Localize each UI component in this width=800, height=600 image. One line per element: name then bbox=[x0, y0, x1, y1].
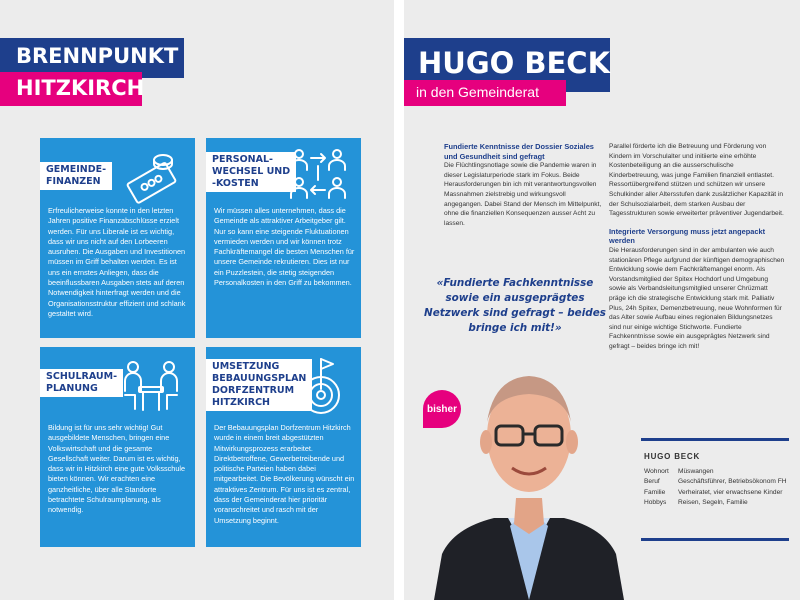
card-body: Bildung ist für uns sehr wichtig! Gut ausgebildete Menschen, bringen eine Volkswirtschaft und die gesamte Gesellschaft weiter. Darum ist es wichtig, dass wir in Hitzkirch eine gute Volksschule bieten können. Wir erachten eine ganzheitliche, über alle Standorte betrachtete Schulraumplanung, als notwendig. bbox=[48, 423, 186, 515]
bio-divider bbox=[641, 538, 789, 541]
bio-row bbox=[644, 498, 794, 507]
card-schulraumplanung bbox=[40, 347, 195, 547]
bio-row bbox=[644, 477, 794, 486]
card-title-line: GEMEINDE- bbox=[46, 164, 107, 175]
candidate-subtitle: in den Gemeinderat bbox=[404, 80, 566, 106]
classroom-icon bbox=[119, 357, 183, 415]
card-body: Der Bebauungsplan Dorfzentrum Hitzkirch wurde in einem breit abgestützten Mitwirkungsprozess erarbeitet. Direktbetroffene, Gewerbetreibende und politische Parteien haben dabei mitgearbeitet. Die Bevölkerung wünscht ein attraktives Zentrum. Für uns ist es zentral, dass der Gemeinderat hier prioritär voranschreitet und rasch mit der Umsetzung beginnt. bbox=[214, 423, 355, 525]
headline-line-2: HITZKIRCH bbox=[0, 72, 142, 106]
section-text: Die Herausforderungen sind in der ambulanten wie auch stationären Pflege aufgrund der künftigen demographischen Entwicklung sowie dem Fachkräftemangel enorm. Als Vorstandsmitglied der Spitex Hochdorf und Umgebung sowie als Verbandsleitungsmitglied unserer Chrüzmatt präge ich die strategische Entwicklung stark mit. Palliativ Plus, 24h Spitex, Demenzbetreuung, neue Wohnformen für das Alter sowie Aufbau eines regionalen Bildungsnetzes sind nur einige wichtige Stichworte. Fundierte Fachkenntnisse sowie ein ausgeprägtes Netzwerk sind gefragt – beides bringe ich mit! bbox=[609, 246, 785, 350]
candidate-name: HUGO BECK bbox=[404, 38, 610, 92]
card-title-line: FINANZEN bbox=[46, 176, 101, 187]
card-title bbox=[206, 152, 296, 192]
bio-table bbox=[644, 467, 794, 509]
bio-value: Müswangen bbox=[678, 468, 714, 475]
pull-quote: «Fundierte Fachkenntnisse sowie ein ausgeprägtes Netzwerk sind gefragt – beides bringe ich mit!» bbox=[424, 277, 606, 334]
bio-title: HUGO BECK bbox=[644, 452, 701, 461]
bio-value: Geschäftsführer, Betriebsökonom FH bbox=[678, 478, 787, 486]
section-text: Die Flüchtlingsnotlage sowie die Pandemie waren in dieser Legislaturperiode stark im Fokus. Beide Herausforderungen bin ich mit verantwortungsvollen Massnahmen zielstrebig und wirkungsvoll angegangen. Dabei Stand der Mensch im Mittelpunkt, ohne die finanziellen Konsequenzen ausser Acht zu lassen. bbox=[444, 162, 602, 227]
bio-label: Wohnort bbox=[644, 468, 669, 475]
card-title-line: DORFZENTRUM bbox=[212, 385, 295, 396]
card-title-line: WECHSEL UND bbox=[212, 166, 291, 177]
right-page bbox=[404, 0, 800, 600]
card-body: Erfreulicherweise konnte in den letzten Jahren positive Finanzabschlüsse erzielt werden. Für uns Liberale ist es wichtig, dass wir uns nicht auf den Lorbeeren ausruhen. Die Ausgaben und Investitionen müssen im Griff behalten werden. Es ist uns ein ernstes Anliegen, dass die beeinflussbaren Ausgaben stets auf deren Notwendigkeit hinterfragt werden und die Organisationsstruktur effizient und schlank gestaltet wird. bbox=[48, 206, 186, 318]
bio-row bbox=[644, 467, 794, 476]
text-column-right bbox=[609, 142, 785, 351]
card-title-line: PERSONAL- bbox=[212, 154, 273, 165]
card-title bbox=[40, 162, 112, 190]
bio-divider bbox=[641, 438, 789, 441]
bio-value: Reisen, Segeln, Familie bbox=[678, 499, 748, 507]
card-title-line: UMSETZUNG bbox=[212, 361, 280, 372]
card-title bbox=[40, 369, 123, 397]
card-personalwechsel bbox=[206, 138, 361, 338]
card-title-line: SCHULRAUM- bbox=[46, 371, 118, 382]
text-column-left bbox=[444, 142, 602, 228]
card-title-line: HITZKIRCH bbox=[212, 397, 270, 408]
card-body: Wir müssen alles unternehmen, dass die Gemeinde als attraktiver Arbeitgeber gilt. Nur so kann eine steigende Fluktuationen vermieden werden und wir können trotz Fachkräftemangel die besten Menschen für unsere Gemeinde rekrutieren. Dies ist nur ein Puzzlestein, die stetig steigenden Personalkosten in den Griff zu bekommen. bbox=[214, 206, 355, 288]
bio-label: Beruf bbox=[644, 478, 660, 486]
card-title-line: -KOSTEN bbox=[212, 178, 259, 189]
headline-line-1: BRENNPUNKT bbox=[0, 38, 184, 78]
target-flag-icon bbox=[297, 355, 347, 417]
candidate-portrait bbox=[424, 356, 634, 600]
card-gemeindefinanzen bbox=[40, 138, 195, 338]
bio-label: Hobbys bbox=[644, 499, 667, 507]
bio-row bbox=[644, 488, 794, 497]
status-badge: bisher bbox=[423, 390, 461, 428]
left-page bbox=[0, 0, 394, 600]
card-title-line: BEBAUUNGSPLAN bbox=[212, 373, 307, 384]
card-title-line: PLANUNG bbox=[46, 383, 98, 394]
bio-label: Familie bbox=[644, 488, 666, 496]
section-heading: Fundierte Kenntnisse der Dossier Soziales und Gesundheit sind gefragt bbox=[444, 142, 594, 161]
bio-value: Verheiratet, vier erwachsene Kinder bbox=[678, 488, 783, 496]
money-icon bbox=[121, 146, 181, 206]
staff-exchange-icon bbox=[287, 146, 349, 202]
section-heading: Integrierte Versorgung muss jetzt angepackt werden bbox=[609, 226, 766, 246]
card-bebauungsplan bbox=[206, 347, 361, 547]
section-text: Parallel förderte ich die Betreuung und Förderung von Kindern im Vorschulalter und initiierte eine erhöhte Kostenbeteiligung an die ausserschulische Kinderbetreuung, was junge Familien finanziell entlastet. Ressortübergreifend stützen und schützen wir unsere Schulkinder aller Altersstufen dank zusätzlicher Kapazität in der Schulsozialarbeit, dem starken Ausbau der Tagesstrukturen sowie erweiterter präventiver Jugendarbeit. bbox=[609, 143, 784, 218]
